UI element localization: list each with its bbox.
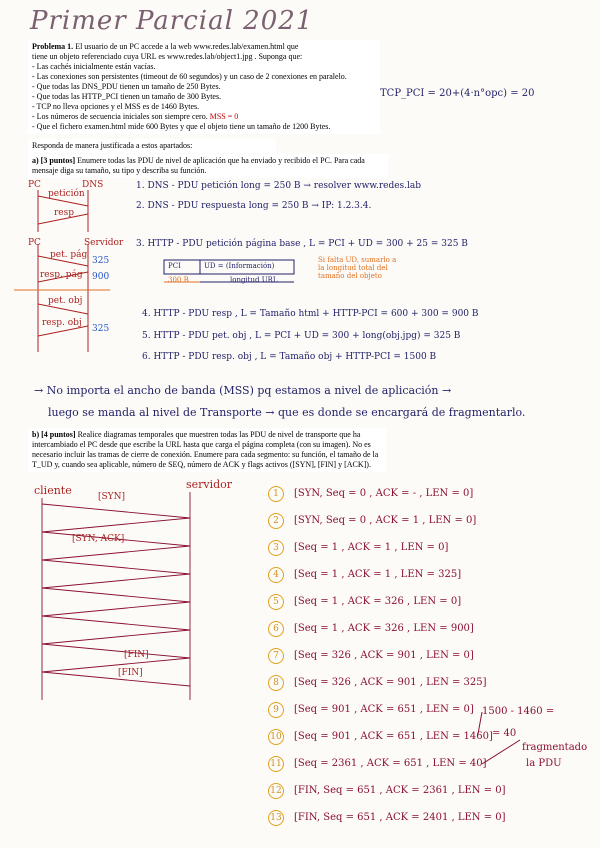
side-fragment: fragmentado bbox=[522, 742, 588, 753]
segment-row bbox=[268, 594, 461, 610]
pdu-3: 3. HTTP - PDU petición página base , L = PCI + UD = 300 + 25 = 325 B bbox=[136, 239, 468, 249]
http-resp-obj-label: resp. obj bbox=[42, 318, 82, 328]
segment-arrow bbox=[42, 602, 190, 616]
segment-number: 2 bbox=[268, 513, 284, 529]
problem-bullet-7: - Que el fichero examen.html mide 600 Bytes y que el objeto tiene un tamaño de 1200 Bytes. bbox=[32, 122, 331, 131]
http-900: 900 bbox=[92, 272, 110, 282]
problem-bullet-5: - TCP no lleva opciones y el MSS es de 1460 Bytes. bbox=[32, 102, 200, 111]
note-transport: luego se manda al nivel de Transporte → que es donde se encargará de fragmentarlo. bbox=[48, 406, 526, 419]
respond-instruction: Responda de manera justificada a estos apartados: bbox=[28, 139, 276, 153]
synack-arrow-label: [SYN, ACK] bbox=[72, 534, 125, 544]
side-pdu: la PDU bbox=[526, 758, 562, 769]
pdu-2: 2. DNS - PDU respuesta long = 250 B → IP: 1.2.3.4. bbox=[136, 201, 372, 211]
mss-note: MSS = 0 bbox=[209, 112, 239, 121]
segment-row bbox=[268, 702, 474, 718]
dns-request-label: petición bbox=[48, 189, 85, 199]
segment-number: 10 bbox=[268, 729, 284, 745]
problem-intro-1: El usuario de un PC accede a la web www.redes.lab/examen.html que bbox=[75, 42, 299, 51]
http-pet-obj-label: pet. obj bbox=[48, 296, 83, 306]
segment-number: 12 bbox=[268, 783, 284, 799]
segment-row bbox=[268, 675, 487, 691]
segment-arrow bbox=[42, 644, 190, 658]
problem-bullet-1: - Las cachés inicialmente están vacías. bbox=[32, 62, 156, 71]
segment-arrow bbox=[42, 658, 190, 672]
segment-text: [FIN, Seq = 651 , ACK = 2401 , LEN = 0] bbox=[294, 812, 506, 823]
segment-arrow bbox=[42, 504, 190, 518]
side-calc: 1500 - 1460 = bbox=[482, 706, 555, 717]
note-bandwidth: → No importa el ancho de banda (MSS) pq estamos a nivel de aplicación → bbox=[34, 384, 452, 397]
segment-number: 9 bbox=[268, 702, 284, 718]
segment-row bbox=[268, 729, 493, 745]
sequence-arrows bbox=[42, 504, 190, 686]
part-b-label: b) [4 puntos] bbox=[32, 430, 76, 439]
part-b bbox=[28, 428, 386, 472]
http-pc-label: PC bbox=[28, 238, 41, 248]
segment-number: 4 bbox=[268, 567, 284, 583]
segment-arrow bbox=[42, 616, 190, 630]
segment-text: [Seq = 1 , ACK = 1 , LEN = 325] bbox=[294, 569, 462, 580]
segment-row bbox=[268, 783, 506, 799]
http-resp-pag-label: resp. pág bbox=[40, 270, 83, 280]
side-result: = 40 bbox=[492, 728, 517, 739]
problem-bullet-2: - Las conexiones son persistentes (timeout de 60 segundos) y un caso de 2 conexiones en paralelo. bbox=[32, 72, 347, 81]
segment-text: [SYN, Seq = 0 , ACK = 1 , LEN = 0] bbox=[294, 515, 477, 526]
part-a-text: Enumere todas las PDU de nivel de aplicación que ha enviado y recibido el PC. Para cada mensaje diga su tamaño, su tipo y describa su función. bbox=[32, 156, 365, 175]
sequence-diagram bbox=[42, 492, 190, 700]
tcp-pci-note: TCP_PCI = 20+(4·n°opc) = 20 bbox=[380, 88, 535, 99]
segment-row bbox=[268, 486, 473, 502]
segment-text: [Seq = 901 , ACK = 651 , LEN = 0] bbox=[294, 704, 474, 715]
problem-bullet-3: - Que todas las DNS_PDU tienen un tamaño de 250 Bytes. bbox=[32, 82, 221, 91]
segment-text: [SYN, Seq = 0 , ACK = - , LEN = 0] bbox=[294, 488, 474, 499]
segment-row bbox=[268, 513, 476, 529]
segment-text: [Seq = 326 , ACK = 901 , LEN = 0] bbox=[294, 650, 474, 661]
http-pet-pag-label: pet. pág bbox=[50, 250, 88, 260]
segment-text: [Seq = 1 , ACK = 326 , LEN = 900] bbox=[294, 623, 474, 634]
pdu-6: 6. HTTP - PDU resp. obj , L = Tamaño obj + HTTP-PCI = 1500 B bbox=[142, 352, 437, 362]
segment-row bbox=[268, 621, 474, 637]
segment-row bbox=[268, 810, 506, 826]
pdu-box-pci-size: 300 B bbox=[168, 276, 189, 284]
problem-heading: Problema 1. bbox=[32, 42, 74, 51]
dns-pc-label: PC bbox=[28, 180, 41, 190]
segment-arrow bbox=[42, 574, 190, 588]
segment-number: 13 bbox=[268, 810, 284, 826]
problem-bullet-6: - Los números de secuencia iniciales son siempre cero. bbox=[32, 112, 208, 121]
segment-text: [Seq = 2361 , ACK = 651 , LEN = 40] bbox=[294, 758, 487, 769]
segment-arrow bbox=[42, 672, 190, 686]
problem-intro-2: tiene un objeto referenciado cuya URL es www.redes.lab/object1.jpg . Suponga que: bbox=[32, 52, 303, 61]
segment-text: [Seq = 1 , ACK = 1 , LEN = 0] bbox=[294, 542, 449, 553]
segment-text: [Seq = 1 , ACK = 326 , LEN = 0] bbox=[294, 596, 462, 607]
segment-arrow bbox=[42, 630, 190, 644]
segment-row bbox=[268, 540, 448, 556]
pdu-box-ud: UD = (Información) bbox=[204, 262, 275, 270]
pdu-box-pci: PCI bbox=[168, 262, 181, 270]
problem-bullet-4: - Que todas las HTTP_PCI tienen un tamaño de 300 Bytes. bbox=[32, 92, 222, 101]
page-title: Primer Parcial 2021 bbox=[30, 6, 314, 36]
orange-note: Si falta UD, sumarlo a la longitud total del tamaño del objeto bbox=[318, 256, 397, 280]
pdu-5: 5. HTTP - PDU pet. obj , L = PCI + UD = 300 + long(obj.jpg) = 325 B bbox=[142, 331, 461, 341]
segment-number: 11 bbox=[268, 756, 284, 772]
segment-arrow bbox=[42, 588, 190, 602]
part-a-label: a) [3 puntos] bbox=[32, 156, 76, 165]
segment-row bbox=[268, 567, 461, 583]
fin2-arrow-label: [FIN] bbox=[118, 668, 143, 678]
segment-arrow bbox=[42, 560, 190, 574]
dns-server-label: DNS bbox=[82, 180, 104, 190]
pdu-1: 1. DNS - PDU petición long = 250 B → resolver www.redes.lab bbox=[136, 181, 422, 191]
segment-arrow bbox=[42, 546, 190, 560]
server-label: servidor bbox=[186, 478, 233, 491]
segment-arrow bbox=[42, 518, 190, 532]
dns-response-label: resp bbox=[54, 208, 75, 218]
part-b-text: Realice diagramas temporales que muestren todas las PDU de nivel de transporte que ha intercambiado el PC desde que escribe la URL hasta que carga el página completa (con su imagen). No es necesario incluir las tramas de cierre de conexión. Enumere para cada segmento: su función, el tamaño de la T_UD y, cuando sea aplicable, número de SEQ, número de ACK y flags activos ([SYN], [FIN] y [ACK]). bbox=[32, 430, 379, 469]
segment-number: 7 bbox=[268, 648, 284, 664]
http-server-label: Servidor bbox=[84, 238, 124, 248]
segment-number: 1 bbox=[268, 486, 284, 502]
pdu-4: 4. HTTP - PDU resp , L = Tamaño html + HTTP-PCI = 600 + 300 = 900 B bbox=[142, 309, 479, 319]
http-325-a: 325 bbox=[92, 256, 110, 266]
segment-number: 5 bbox=[268, 594, 284, 610]
pdu-box-url-length: longitud URL bbox=[230, 276, 278, 284]
segment-row bbox=[268, 648, 474, 664]
segment-text: [FIN, Seq = 651 , ACK = 2361 , LEN = 0] bbox=[294, 785, 506, 796]
http-325-b: 325 bbox=[92, 324, 110, 334]
segment-number: 8 bbox=[268, 675, 284, 691]
segment-row bbox=[268, 756, 487, 772]
fin-arrow-label: [FIN] bbox=[124, 650, 149, 660]
syn-arrow-label: [SYN] bbox=[98, 492, 126, 502]
segment-text: [Seq = 901 , ACK = 651 , LEN = 1460] bbox=[294, 731, 493, 742]
segment-number: 6 bbox=[268, 621, 284, 637]
segment-text: [Seq = 326 , ACK = 901 , LEN = 325] bbox=[294, 677, 487, 688]
client-label: cliente bbox=[34, 484, 72, 497]
segment-number: 3 bbox=[268, 540, 284, 556]
